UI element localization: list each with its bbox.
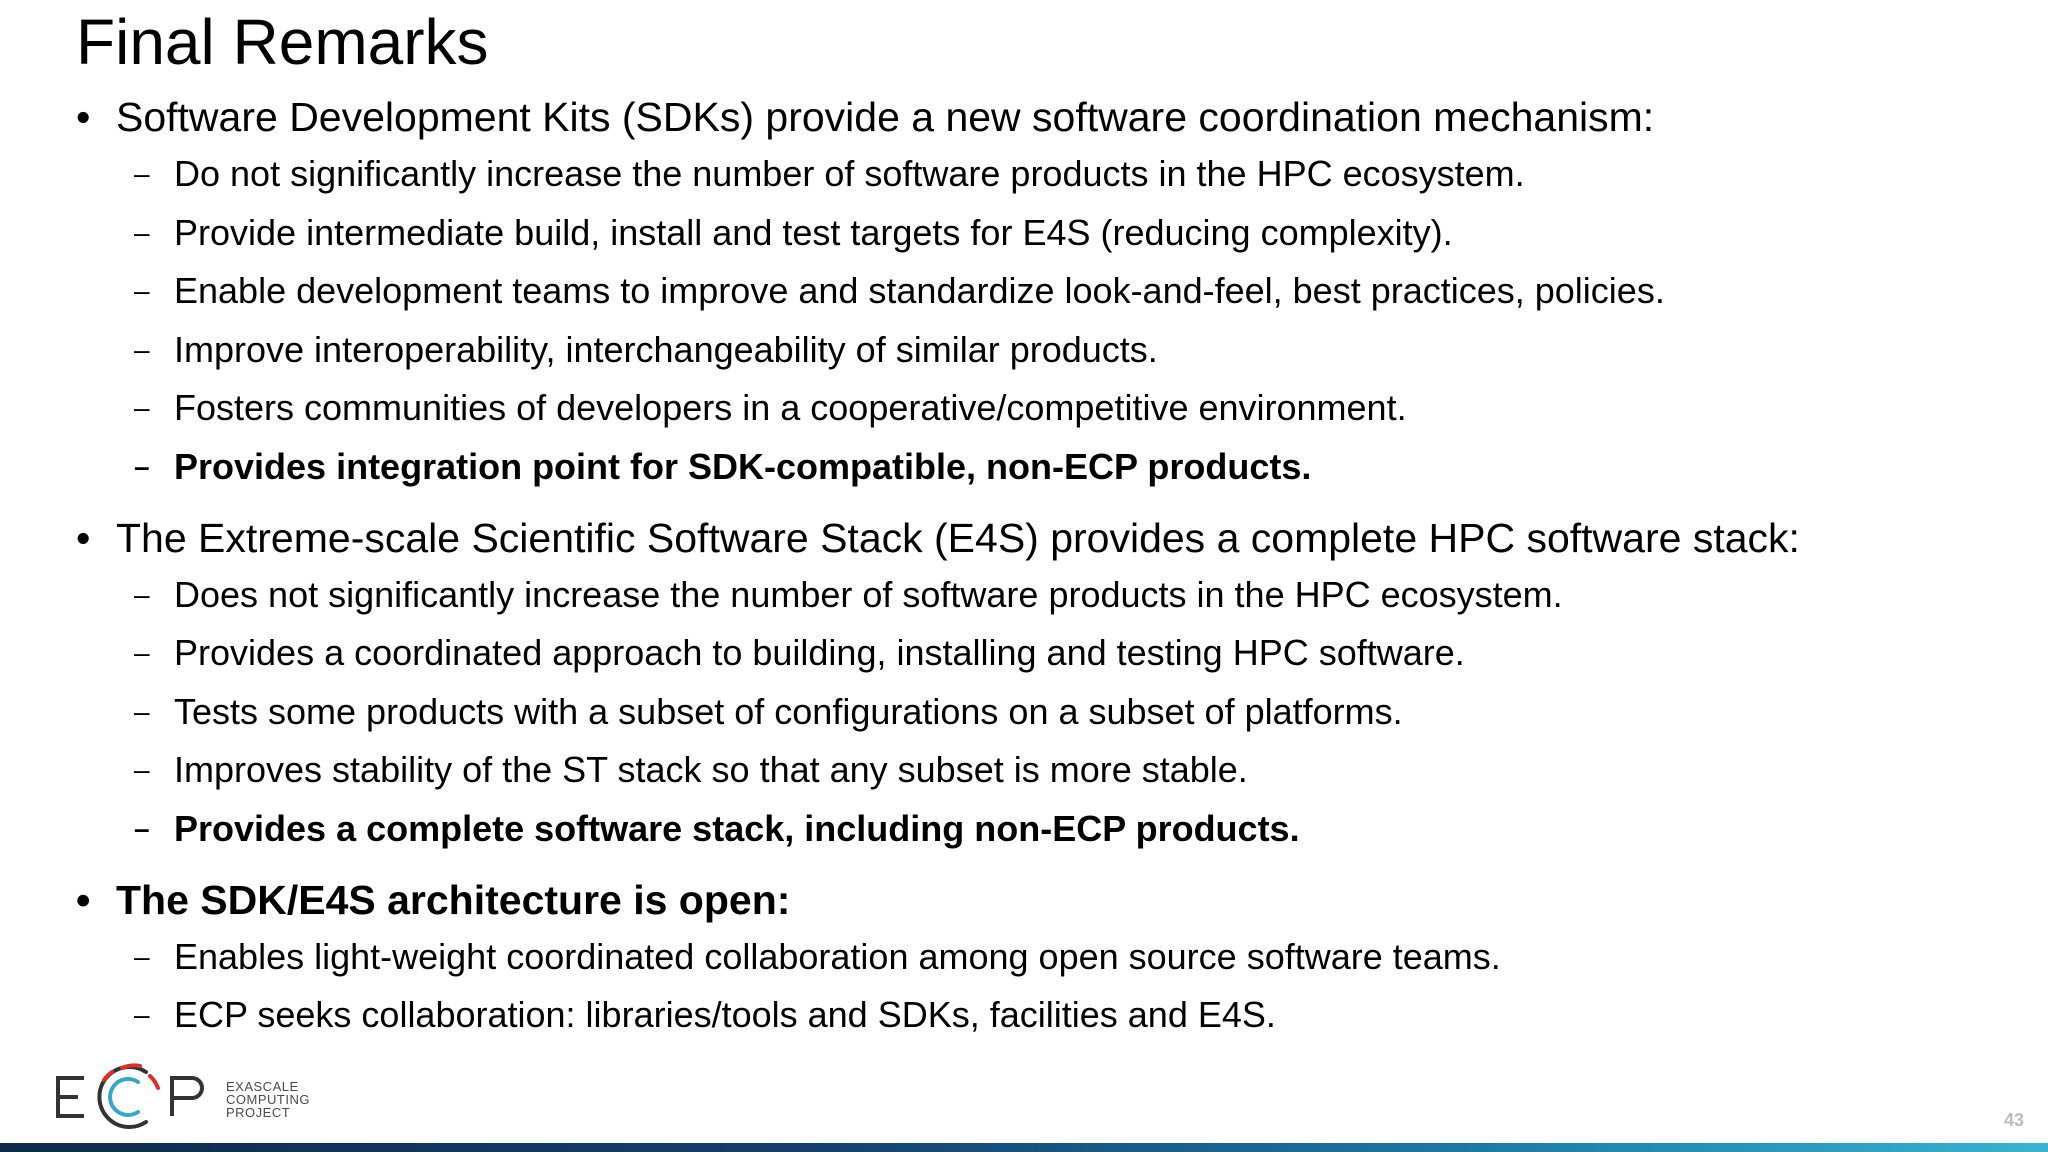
sub-item-text: Improve interoperability, interchangeability of similar products.: [174, 328, 1158, 370]
sub-item: [76, 683, 2036, 742]
sub-item: [76, 986, 2036, 1045]
bullet-text: The SDK/E4S architecture is open:: [116, 876, 791, 923]
dash-icon: –: [134, 695, 150, 727]
bullet-dot-icon: •: [76, 514, 91, 561]
sub-item-text: Improves stability of the ST stack so that any subset is more stable.: [174, 749, 1248, 791]
sub-item-text: Provide intermediate build, install and test targets for E4S (reducing complexity).: [174, 211, 1453, 253]
logo-text: EXASCALE COMPUTING PROJECT: [226, 1079, 310, 1120]
sub-item: [76, 262, 2036, 321]
bullet-dot-icon: •: [76, 876, 91, 923]
logo-letter-e: [58, 1078, 84, 1116]
dash-icon: –: [134, 578, 150, 610]
sub-item-text: Tests some products with a subset of configurations on a subset of platforms.: [174, 690, 1403, 732]
page-number: 43: [2003, 1110, 2024, 1130]
sub-list-architecture: [76, 928, 2036, 1045]
dash-icon: –: [134, 754, 150, 786]
sub-item: [76, 566, 2036, 625]
slide-content: [76, 86, 2036, 1055]
sub-item-emphasis: [76, 800, 2036, 859]
sub-item-text: Enables light-weight coordinated collaboration among open source software teams.: [174, 935, 1501, 977]
bullet-text: The Extreme-scale Scientific Software Stack (E4S) provides a complete HPC software stack:: [116, 514, 1800, 561]
slide-title: Final Remarks: [76, 6, 489, 78]
bullet-text: Software Development Kits (SDKs) provide a new software coordination mechanism:: [116, 94, 1655, 140]
sub-item-text: Provides integration point for SDK-compatible, non-ECP products.: [174, 445, 1312, 487]
dash-icon: –: [134, 637, 150, 669]
sub-item: [76, 145, 2036, 204]
sub-item-text: Provides a complete software stack, including non-ECP products.: [174, 807, 1300, 849]
sub-item-emphasis: [76, 438, 2036, 497]
sub-item-text: Fosters communities of developers in a cooperative/competitive environment.: [174, 387, 1407, 429]
bullet-architecture: [76, 869, 2036, 931]
sub-item: [76, 741, 2036, 800]
sub-list-e4s: [76, 566, 2036, 859]
sub-list-sdk: [76, 145, 2036, 497]
logo-letter-p: [172, 1078, 202, 1116]
sub-item-text: Enable development teams to improve and standardize look-and-feel, best practices, policies.: [174, 270, 1665, 312]
sub-item: [76, 204, 2036, 263]
dash-icon: –: [134, 940, 150, 972]
logo-letter-c: [99, 1065, 158, 1127]
sub-item: [76, 928, 2036, 987]
footer-gradient-bar: [0, 1143, 2048, 1152]
dash-icon: –: [134, 392, 150, 424]
bullet-e4s: [76, 507, 2036, 569]
bullet-sdk: [76, 86, 2036, 148]
dash-icon: –: [134, 812, 150, 844]
sub-item-text: Do not significantly increase the number of software products in the HPC ecosystem.: [174, 153, 1525, 194]
sub-item: [76, 624, 2036, 683]
dash-icon: –: [134, 999, 150, 1031]
dash-icon: –: [134, 450, 150, 482]
sub-item: [76, 379, 2036, 438]
sub-item: [76, 321, 2036, 380]
dash-icon: –: [134, 216, 150, 248]
dash-icon: –: [134, 275, 150, 307]
dash-icon: –: [134, 158, 150, 189]
sub-item-text: Provides a coordinated approach to building, installing and testing HPC software.: [174, 632, 1465, 674]
dash-icon: –: [134, 333, 150, 365]
sub-item-text: ECP seeks collaboration: libraries/tools and SDKs, facilities and E4S.: [174, 994, 1276, 1036]
sub-item-text: Does not significantly increase the number of software products in the HPC ecosystem.: [174, 573, 1563, 615]
bullet-dot-icon: •: [76, 94, 91, 140]
